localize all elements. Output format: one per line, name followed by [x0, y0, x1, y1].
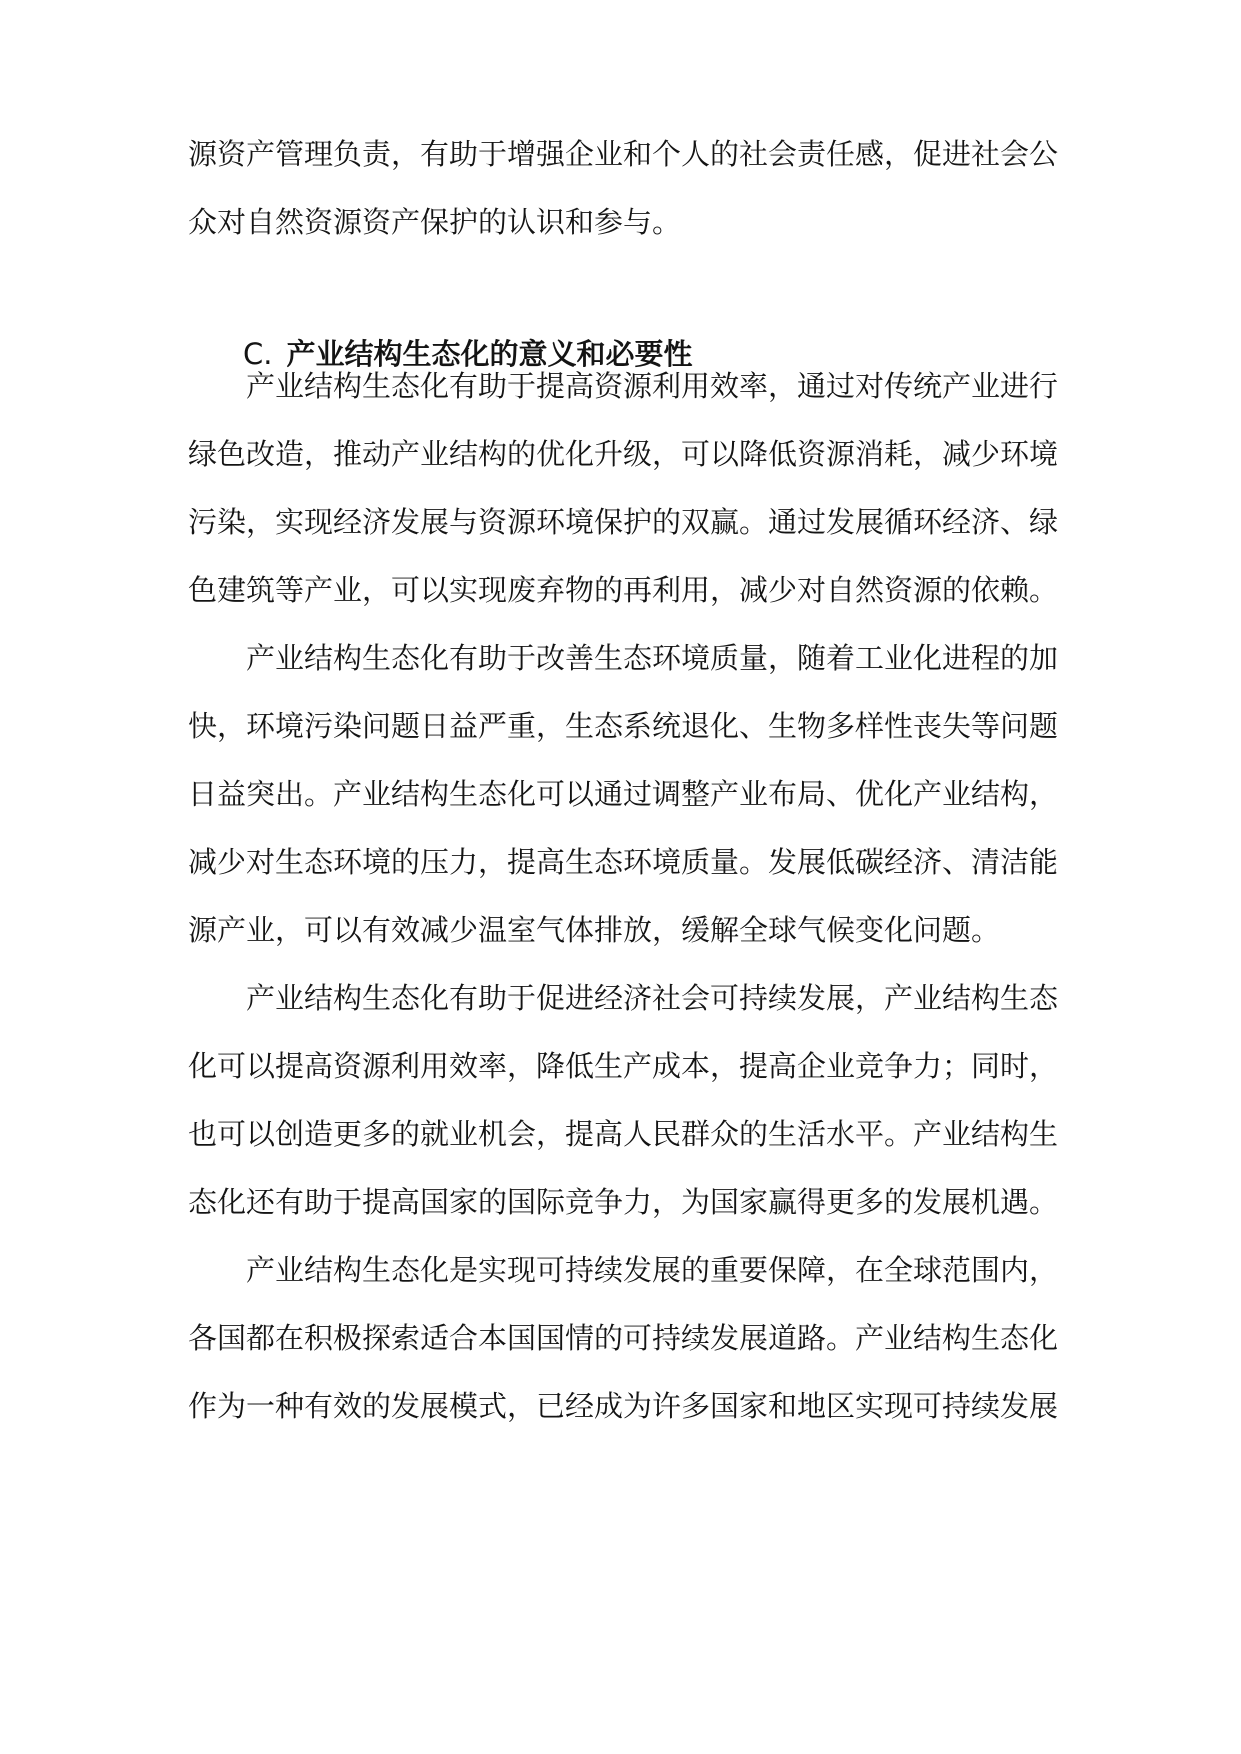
paragraph-4	[188, 1236, 1059, 1440]
text-line: 也可以创造更多的就业机会，提高人民群众的生活水平。产业结构生	[188, 1117, 1059, 1151]
text-line: 减少对生态环境的压力，提高生态环境质量。发展低碳经济、清洁能	[188, 845, 1059, 879]
text-line: 色建筑等产业，可以实现废弃物的再利用，减少对自然资源的依赖。	[188, 573, 1059, 607]
text-line: 产业结构生态化是实现可持续发展的重要保障，在全球范围内，	[246, 1253, 1059, 1287]
text-line: 源资产管理负责，有助于增强企业和个人的社会责任感，促进社会公	[188, 137, 1059, 171]
paragraph-1	[188, 352, 1059, 624]
text-line: 日益突出。产业结构生态化可以通过调整产业布局、优化产业结构，	[188, 777, 1059, 811]
text-line: 污染，实现经济发展与资源环境保护的双赢。通过发展循环经济、绿	[188, 505, 1059, 539]
section-title: 产业结构生态化的意义和必要性	[286, 337, 693, 371]
text-line: 产业结构生态化有助于提高资源利用效率，通过对传统产业进行	[246, 369, 1059, 403]
text-line: 作为一种有效的发展模式，已经成为许多国家和地区实现可持续发展	[188, 1389, 1059, 1423]
text-line: 快，环境污染问题日益严重，生态系统退化、生物多样性丧失等问题	[188, 709, 1059, 743]
text-line: 产业结构生态化有助于改善生态环境质量，随着工业化进程的加	[246, 641, 1059, 675]
text-line: 绿色改造，推动产业结构的优化升级，可以降低资源消耗，减少环境	[188, 437, 1059, 471]
paragraph-3	[188, 964, 1059, 1236]
text-line: 众对自然资源资产保护的认识和参与。	[188, 205, 682, 239]
text-line: 态化还有助于提高国家的国际竞争力，为国家赢得更多的发展机遇。	[188, 1185, 1059, 1219]
text-line: 产业结构生态化有助于促进经济社会可持续发展，产业结构生态	[246, 981, 1059, 1015]
text-line: 化可以提高资源利用效率，降低生产成本，提高企业竞争力；同时，	[188, 1049, 1059, 1083]
text-line: 源产业，可以有效减少温室气体排放，缓解全球气候变化问题。	[188, 913, 1001, 947]
section-letter: C.	[243, 337, 273, 371]
paragraph-2	[188, 624, 1059, 964]
text-line: 各国都在积极探索适合本国国情的可持续发展道路。产业结构生态化	[188, 1321, 1059, 1355]
intro-paragraph	[188, 120, 1059, 256]
